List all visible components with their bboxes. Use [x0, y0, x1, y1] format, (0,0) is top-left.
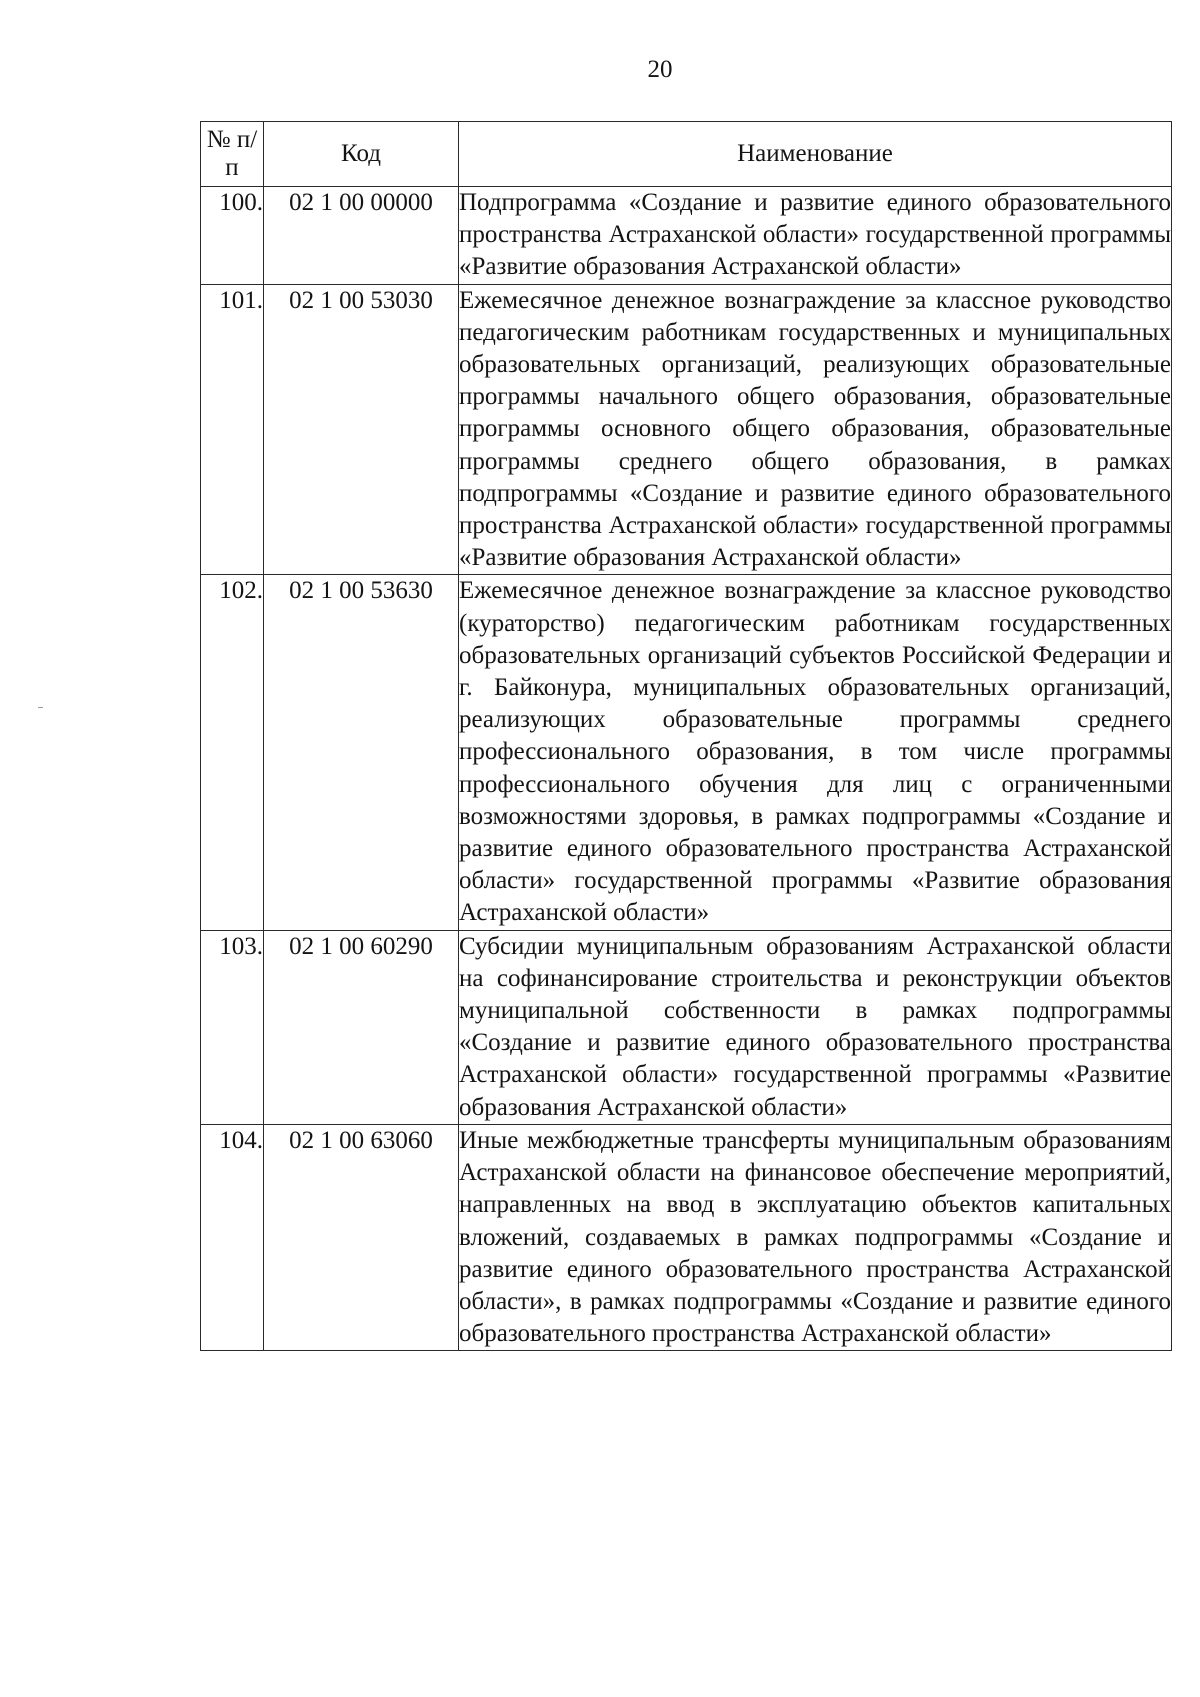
budget-classification-table	[200, 121, 1172, 1351]
row-code: 02 1 00 53630	[264, 575, 459, 930]
table-row	[201, 575, 1172, 930]
row-num: 101.	[201, 284, 264, 575]
header-code: Код	[264, 122, 459, 187]
row-name: Ежемесячное денежное вознаграждение за классное руководство педагогическим работникам государственных и муниципальных образовательных организаций, реализующих образовательные программы начального общего образования, образовательные программы основного общего образования, образовательные программы среднего общего образования, в рамках подпрограммы «Создание и развитие единого образовательного пространства Астраханской области» государственной программы «Развитие образования Астраханской области»	[459, 284, 1172, 575]
row-name: Подпрограмма «Создание и развитие единого образовательного пространства Астраханской области» государственной программы «Развитие образования Астраханской области»	[459, 187, 1172, 285]
header-num: № п/п	[201, 122, 264, 187]
row-name: Ежемесячное денежное вознаграждение за классное руководство (кураторство) педагогическим работникам государственных образовательных организаций субъектов Российской Федерации и г. Байконура, муниципальных образовательных организаций, реализующих образовательные программы среднего профессионального образования, в том числе программы профессионального обучения для лиц с ограниченными возможностями здоровья, в рамках подпрограммы «Создание и развитие единого образовательного пространства Астраханской области» государственной программы «Развитие образования Астраханской области»	[459, 575, 1172, 930]
table-row	[201, 930, 1172, 1124]
row-num: 104.	[201, 1124, 264, 1350]
row-name: Субсидии муниципальным образованиям Астраханской области на софинансирование строительства и реконструкции объектов муниципальной собственности в рамках подпрограммы «Создание и развитие единого образовательного пространства Астраханской области» государственной программы «Развитие образования Астраханской области»	[459, 930, 1172, 1124]
table-row	[201, 1124, 1172, 1350]
row-name: Иные межбюджетные трансферты муниципальным образованиям Астраханской области на финансовое обеспечение мероприятий, направленных на ввод в эксплуатацию объектов капитальных вложений, создаваемых в рамках подпрограммы «Создание и развитие единого образовательного пространства Астраханской области», в рамках подпрограммы «Создание и развитие единого образовательного пространства Астраханской области»	[459, 1124, 1172, 1350]
row-code: 02 1 00 53030	[264, 284, 459, 575]
row-num: 100.	[201, 187, 264, 285]
table-header-row	[201, 122, 1172, 187]
row-num: 103.	[201, 930, 264, 1124]
page-number: 20	[647, 56, 673, 83]
table-row	[201, 187, 1172, 285]
scan-mark	[38, 707, 43, 708]
table-row	[201, 284, 1172, 575]
header-name: Наименование	[459, 122, 1172, 187]
row-code: 02 1 00 63060	[264, 1124, 459, 1350]
row-num: 102.	[201, 575, 264, 930]
row-code: 02 1 00 00000	[264, 187, 459, 285]
row-code: 02 1 00 60290	[264, 930, 459, 1124]
